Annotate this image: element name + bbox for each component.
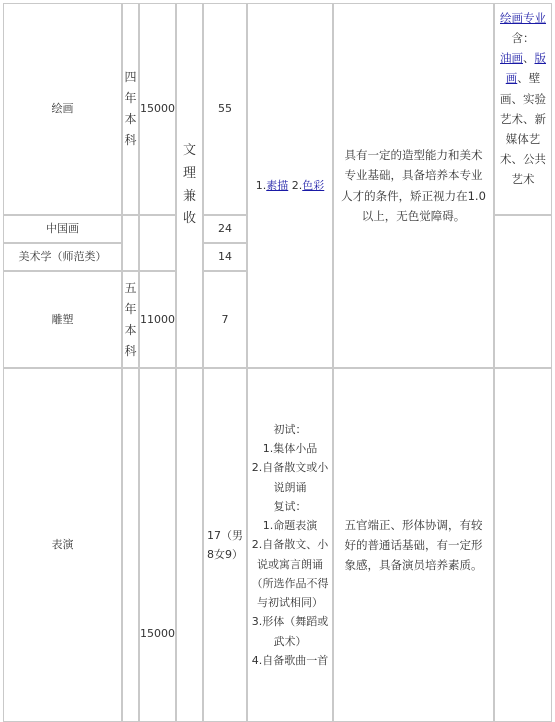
years-blank — [122, 215, 139, 271]
note-painting-major-link[interactable]: 绘画专业 — [500, 11, 546, 25]
exam-second-item-4: 4.自备歌曲一首 — [251, 653, 329, 667]
years-four-year — [122, 3, 139, 215]
quota-chinese-painting: 24 — [203, 215, 247, 243]
quota-performance-text: 17（男8女9） — [207, 528, 243, 561]
note-includes-text: 含： — [511, 31, 535, 46]
quota-performance — [203, 368, 247, 722]
exam-second-item-3: 3.形体（舞蹈或武术） — [251, 615, 329, 648]
major-performance: 表演 — [3, 368, 122, 722]
note-performance — [494, 368, 552, 722]
exam-second-item-2: 2.自备散文、小说或寓言朗诵（所选作品不得与初试相同） — [251, 538, 329, 610]
major-art-studies: 美术学（师范类） — [3, 243, 122, 271]
years-four-year-text: 四年本科 — [124, 70, 137, 147]
note-printmaking-link[interactable]: 版画 — [505, 51, 546, 86]
exam-second-item-1: 1.命题表演 — [262, 519, 318, 533]
years-five-year — [122, 271, 139, 368]
exam-first-item-2: 2.自备散文或小说朗诵 — [251, 461, 329, 494]
admission-type-text: 文理兼收 — [182, 143, 196, 227]
exam-first-item-1: 1.集体小品 — [262, 442, 318, 456]
exam-item-number-2: 2. — [291, 178, 303, 192]
exam-second-round-label: 复试： — [273, 499, 307, 513]
fee-sculpture: 11000 — [139, 271, 176, 368]
exam-performance — [247, 368, 333, 722]
note-oil-painting-link[interactable]: 油画 — [500, 51, 523, 66]
requirement-performance: 五官端正、形体协调，有较好的普通话基础，有一定形象感，具备演员培养素质。 — [333, 368, 494, 722]
exam-item-number-1: 1. — [255, 178, 267, 192]
admission-type — [176, 3, 203, 368]
note-separator-1: 、 — [523, 51, 535, 66]
quota-painting: 55 — [203, 3, 247, 215]
admission-blank — [176, 368, 203, 722]
years-performance — [122, 368, 139, 722]
exam-sketch-link[interactable]: 素描 — [266, 178, 289, 192]
exam-fine-art — [247, 3, 333, 368]
note-painting — [494, 3, 552, 215]
fee-painting: 15000 — [139, 3, 176, 215]
fee-blank — [139, 215, 176, 271]
major-painting: 绘画 — [3, 3, 122, 215]
requirement-fine-art: 具有一定的造型能力和美术专业基础，具备培养本专业人才的条件，矫正视力在1.0以上，无色觉障碍。 — [333, 3, 494, 368]
fee-performance: 15000 — [139, 368, 176, 722]
quota-art-studies: 14 — [203, 243, 247, 271]
exam-first-round-label: 初试： — [273, 422, 307, 436]
exam-color-link[interactable]: 色彩 — [302, 178, 325, 192]
major-chinese-painting: 中国画 — [3, 215, 122, 243]
note-other-majors-text: 壁画、实验艺术、新媒体艺术、公共艺术 — [500, 71, 546, 186]
major-sculpture: 雕塑 — [3, 271, 122, 368]
quota-sculpture: 7 — [203, 271, 247, 368]
years-five-year-text: 五年本科 — [124, 280, 137, 358]
note-separator-2: 、 — [517, 71, 529, 86]
note-blank — [494, 215, 552, 368]
